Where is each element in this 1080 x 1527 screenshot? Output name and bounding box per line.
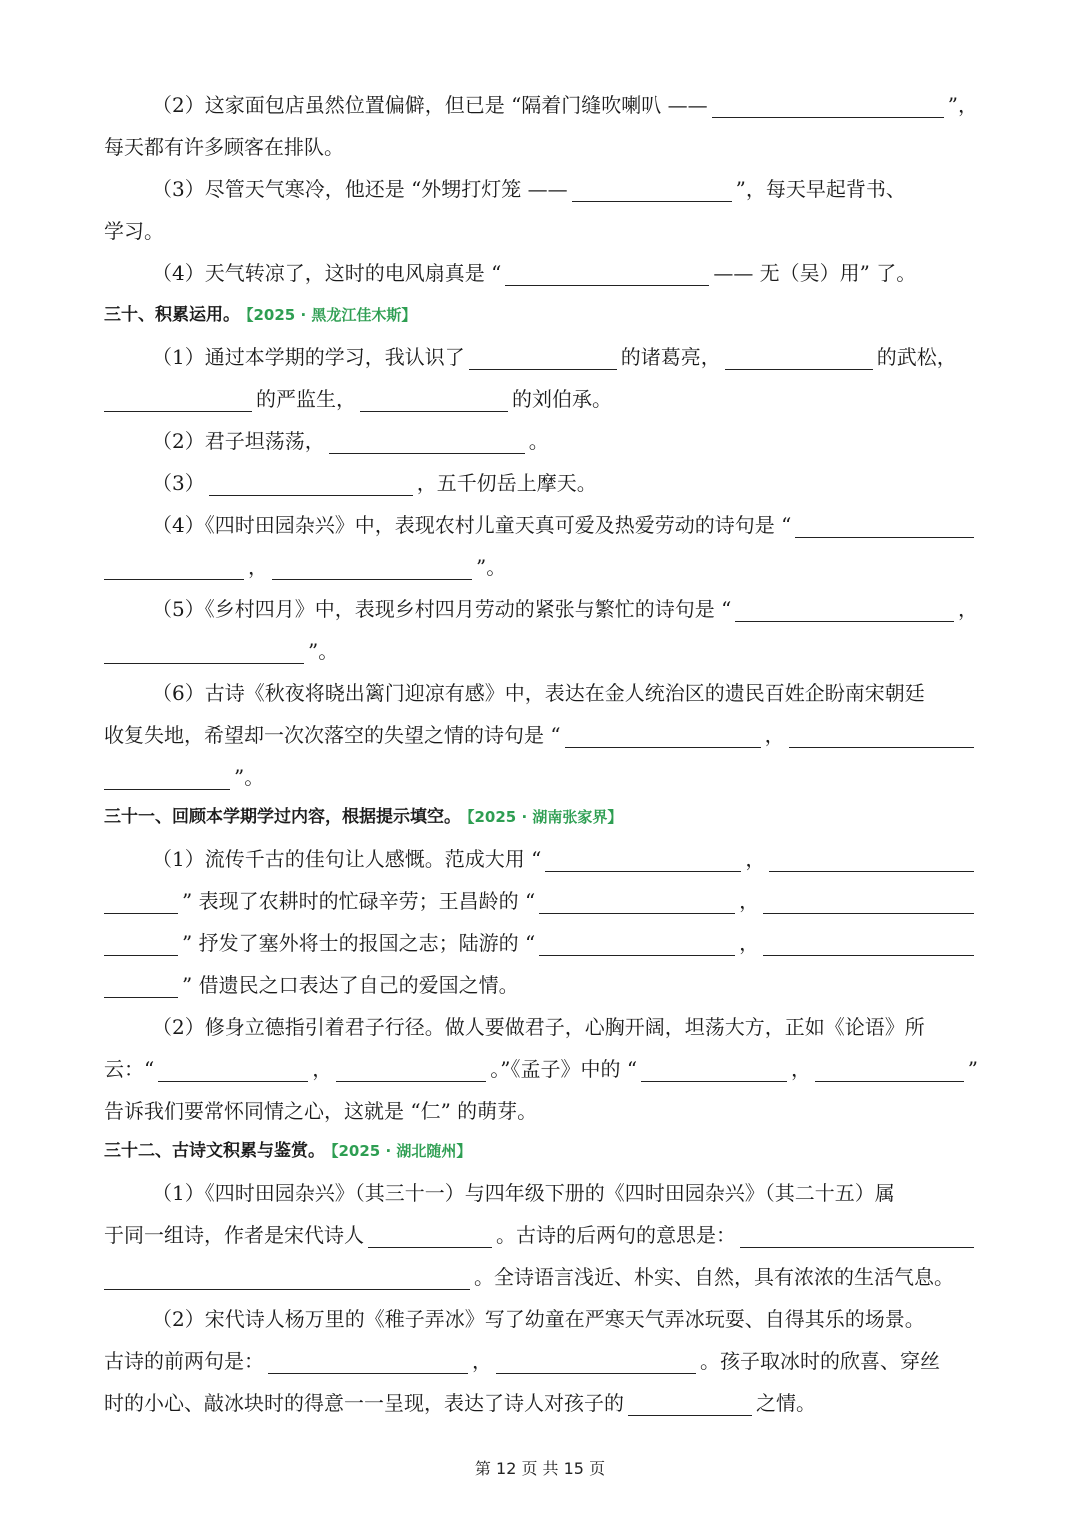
text: 的严监生， [256, 387, 356, 411]
answer-blank[interactable] [815, 1057, 964, 1082]
q30-i5-line2 [104, 630, 978, 672]
q31-i1-line4 [104, 964, 978, 1006]
answer-blank[interactable] [539, 889, 735, 914]
q31-i2-line1 [152, 1006, 978, 1048]
text: （1）《四时田园杂兴》（其三十一）与四年级下册的《四时田园杂兴》（其二十五）属 [152, 1181, 895, 1205]
source-tag: 【2025 · 湖南张家界】 [467, 808, 623, 826]
section-title: 三十二、古诗文积累与鉴赏。 [104, 1141, 325, 1161]
text: 古诗的前两句是： [104, 1349, 264, 1373]
section-title: 三十一、回顾本学期学过内容，根据提示填空。 [104, 807, 461, 827]
source-tag: 【2025 · 黑龙江佳木斯】 [246, 306, 417, 324]
answer-blank[interactable] [104, 765, 230, 790]
q30-i5-line1 [152, 588, 978, 630]
text: 时的小心、敲冰块时的得意一一呈现，表达了诗人对孩子的 [104, 1391, 624, 1415]
q32-i1-line1 [152, 1172, 978, 1214]
q31-i2-line3 [104, 1090, 978, 1132]
text: ”。 [476, 555, 507, 579]
answer-blank[interactable] [104, 555, 244, 580]
answer-blank[interactable] [789, 723, 974, 748]
q32-i2-line2 [104, 1340, 978, 1382]
text: ”。 [234, 765, 265, 789]
q29-item3-line1 [152, 168, 978, 210]
answer-blank[interactable] [360, 387, 508, 412]
text: ”。 [308, 639, 339, 663]
answer-blank[interactable] [763, 931, 974, 956]
answer-blank[interactable] [209, 471, 413, 496]
text: 。”《孟子》中的 “ [490, 1057, 638, 1081]
text: ， [312, 1057, 333, 1081]
text: ” [967, 1057, 978, 1081]
text: 。全诗语言浅近、朴实、自然，具有浓浓的生活气息。 [474, 1265, 954, 1289]
text: （5）《乡村四月》中，表现乡村四月劳动的紧张与繁忙的诗句是 “ [152, 597, 732, 621]
answer-blank[interactable] [272, 555, 472, 580]
answer-blank[interactable] [712, 93, 944, 118]
answer-blank[interactable] [104, 973, 178, 998]
q30-i6-line2 [104, 714, 978, 756]
text: （4）天气转凉了，这时的电风扇真是 “ [152, 261, 502, 285]
answer-blank[interactable] [469, 345, 617, 370]
q32-i1-line3 [104, 1256, 978, 1298]
text: ” 借遗民之口表达了自己的爱国之情。 [182, 973, 519, 997]
answer-blank[interactable] [329, 429, 525, 454]
q29-item3-line2 [104, 210, 978, 252]
text: （2）君子坦荡荡， [152, 429, 325, 453]
text: 学习。 [104, 219, 164, 243]
page-number: 第 12 页 共 15 页 [474, 1459, 606, 1478]
q30-i1-line2 [104, 378, 978, 420]
q30-i6-line1 [152, 672, 978, 714]
text: 的诸葛亮， [620, 345, 721, 369]
answer-blank[interactable] [572, 177, 732, 202]
q32-i2-line3 [104, 1382, 978, 1424]
answer-blank[interactable] [545, 847, 741, 872]
text: ” 抒发了塞外将士的报国之志；陆游的 “ [182, 931, 536, 955]
text: 收复失地，希望却一次次落空的失望之情的诗句是 “ [104, 723, 561, 747]
text: ” 表现了农耕时的忙碌辛劳；王昌龄的 “ [182, 889, 536, 913]
q30-i2 [152, 420, 978, 462]
text: （2）修身立德指引着君子行径。做人要做君子，心胸开阔，坦荡大方，正如《论语》所 [152, 1015, 925, 1039]
text: （2）这家面包店虽然位置偏僻，但已是 “隔着门缝吹喇叭 —— [152, 93, 708, 117]
answer-blank[interactable] [104, 639, 304, 664]
answer-blank[interactable] [496, 1349, 696, 1374]
text: ， [739, 931, 760, 955]
q32-i2-line1 [152, 1298, 978, 1340]
text: ， [472, 1349, 492, 1373]
answer-blank[interactable] [539, 931, 735, 956]
text: 之情。 [756, 1391, 816, 1415]
text: ， [739, 889, 760, 913]
text: 。 [528, 429, 549, 453]
text: 。孩子取冰时的欣喜、穿丝 [700, 1349, 940, 1373]
q31-i1-line2 [104, 880, 978, 922]
text: ”，每天早起背书、 [735, 177, 906, 201]
text: 的刘伯承。 [512, 387, 612, 411]
q32-i1-line2 [104, 1214, 978, 1256]
answer-blank[interactable] [628, 1391, 752, 1416]
q31-i2-line2 [104, 1048, 978, 1090]
text: （3）尽管天气寒冷，他还是 “外甥打灯笼 —— [152, 177, 568, 201]
q31-heading [104, 800, 622, 834]
answer-blank[interactable] [740, 1223, 974, 1248]
text: ， [791, 1057, 812, 1081]
answer-blank[interactable] [763, 889, 974, 914]
text: 云：“ [104, 1057, 155, 1081]
text: （1）流传千古的佳句让人感慨。范成大用 “ [152, 847, 542, 871]
answer-blank[interactable] [565, 723, 761, 748]
q29-item2-line1 [152, 84, 978, 126]
text: ， [745, 847, 766, 871]
text: ，五千仞岳上摩天。 [416, 471, 597, 495]
text: —— 无（吴）用” 了。 [713, 261, 917, 285]
q30-i4-line2 [104, 546, 978, 588]
text: （6）古诗《秋夜将晓出篱门迎凉有感》中，表达在金人统治区的遗民百姓企盼南宋朝廷 [152, 681, 925, 705]
text: 每天都有许多顾客在排队。 [104, 135, 344, 159]
answer-blank[interactable] [795, 513, 974, 538]
answer-blank[interactable] [769, 847, 974, 872]
text: 。古诗的后两句的意思是： [496, 1223, 736, 1247]
answer-blank[interactable] [104, 1265, 470, 1290]
answer-blank[interactable] [336, 1057, 486, 1082]
answer-blank[interactable] [725, 345, 873, 370]
answer-blank[interactable] [104, 931, 178, 956]
q29-item2-line2 [104, 126, 978, 168]
text: ， [958, 597, 978, 621]
q29-item4 [152, 252, 978, 294]
q30-i4-line1 [152, 504, 978, 546]
text: ， [764, 723, 785, 747]
text: （3） [152, 471, 205, 495]
text: ”， [947, 93, 978, 117]
text: 告诉我们要常怀同情之心，这就是 “仁” 的萌芽。 [104, 1099, 538, 1123]
section-title: 三十、积累运用。 [104, 305, 240, 325]
text: （1）通过本学期的学习，我认识了 [152, 345, 465, 369]
answer-blank[interactable] [735, 597, 954, 622]
text: （2）宋代诗人杨万里的《稚子弄冰》写了幼童在严寒天气弄冰玩耍、自得其乐的场景。 [152, 1307, 925, 1331]
answer-blank[interactable] [104, 889, 178, 914]
q30-i1-line1 [152, 336, 978, 378]
q30-i3 [152, 462, 978, 504]
q30-heading [104, 298, 416, 332]
answer-blank[interactable] [641, 1057, 787, 1082]
text: 的武松， [876, 345, 957, 369]
text: （4）《四时田园杂兴》中，表现农村儿童天真可爱及热爱劳动的诗句是 “ [152, 513, 792, 537]
q31-i1-line1 [152, 838, 978, 880]
answer-blank[interactable] [158, 1057, 308, 1082]
answer-blank[interactable] [268, 1349, 468, 1374]
answer-blank[interactable] [104, 387, 252, 412]
text: ， [248, 555, 268, 579]
q32-heading [104, 1134, 471, 1168]
text: 于同一组诗，作者是宋代诗人 [104, 1223, 364, 1247]
q31-i1-line3 [104, 922, 978, 964]
answer-blank[interactable] [368, 1223, 492, 1248]
q30-i6-line3 [104, 756, 978, 798]
answer-blank[interactable] [505, 261, 709, 286]
source-tag: 【2025 · 湖北随州】 [331, 1142, 472, 1160]
